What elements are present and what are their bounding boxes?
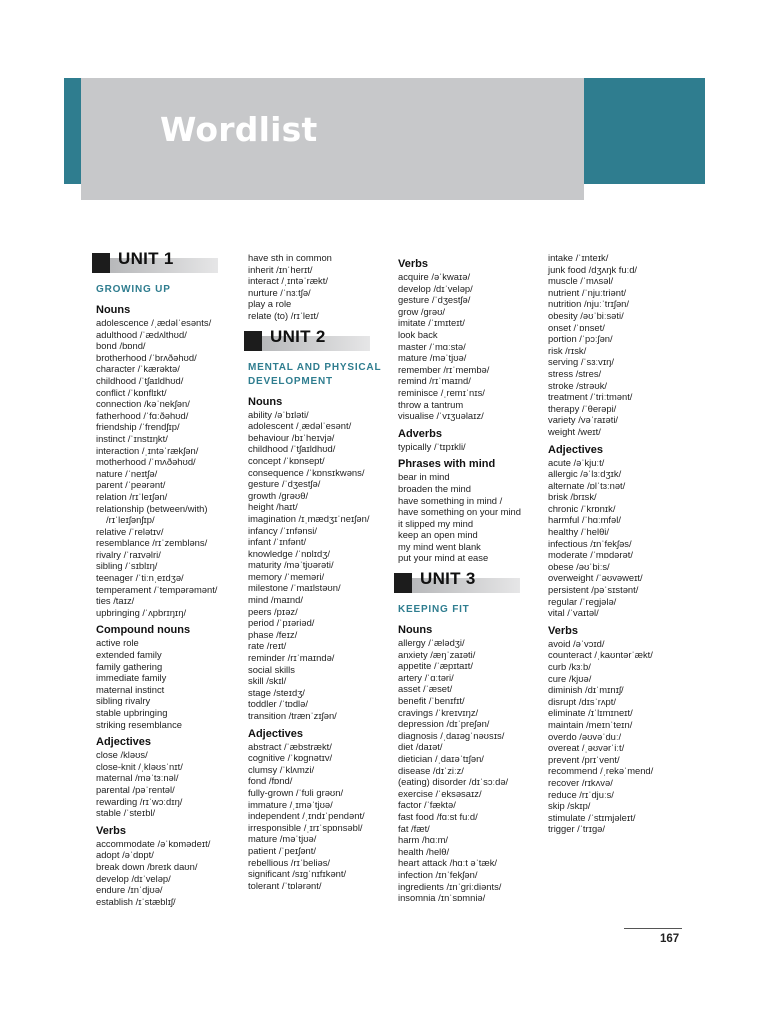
- word-entry: intake /ˈɪnteɪk/: [548, 252, 609, 263]
- word-entry: portion /ˈpɔːʃən/: [548, 333, 613, 345]
- word-entry: keep an open mind: [398, 529, 478, 541]
- word-entry: depression /dɪˈpreʃən/: [398, 718, 490, 730]
- word-entry: counteract /ˌkaʊntərˈækt/: [548, 649, 653, 661]
- word-entry: alternate /ɒlˈtɜːnət/: [548, 479, 626, 491]
- unit-topic: MENTAL AND PHYSICAL DEVELOPMENT: [248, 361, 382, 387]
- word-entry: exercise /ˈeksəsaɪz/: [398, 787, 482, 799]
- word-entry: serving /ˈsɜːvɪŋ/: [548, 356, 614, 368]
- word-entry: relative /ˈrelətɪv/: [96, 525, 164, 537]
- word-entry: factor /ˈfæktə/: [398, 799, 456, 811]
- word-entry: childhood /ˈtʃaɪldhʊd/: [248, 443, 336, 455]
- word-category-heading: Nouns: [248, 395, 283, 408]
- word-entry: inherit /ɪnˈherɪt/: [248, 263, 313, 275]
- word-category-heading: Adverbs: [398, 427, 443, 440]
- word-entry: trigger /ˈtrɪgə/: [548, 823, 606, 835]
- word-entry: stage /steɪdʒ/: [248, 686, 305, 698]
- word-entry: treatment /ˈtriːtmənt/: [548, 391, 633, 403]
- word-entry: vital /ˈvaɪtəl/: [548, 607, 599, 619]
- word-entry: extended family: [96, 649, 162, 661]
- word-entry: healthy /ˈhelθi/: [548, 526, 609, 538]
- word-entry: /rɪˈleɪʃənʃɪp/: [106, 514, 155, 526]
- word-entry: eliminate /ɪˈlɪmɪneɪt/: [548, 707, 633, 719]
- word-entry: period /ˈpɪəriəd/: [248, 617, 315, 629]
- word-entry: master /ˈmɑːstə/: [398, 340, 466, 352]
- word-entry: cravings /ˈkreɪvɪŋz/: [398, 706, 479, 718]
- word-entry: mind /maɪnd/: [248, 594, 303, 606]
- unit-title: UNIT 2: [270, 326, 326, 346]
- word-entry: diet /daɪət/: [398, 741, 443, 753]
- word-category-heading: Verbs: [96, 824, 126, 837]
- word-entry: reminder /rɪˈmaɪndə/: [248, 652, 335, 664]
- word-entry: toddler /ˈtɒdlə/: [248, 698, 308, 710]
- word-entry: break down /breɪk daʊn/: [96, 860, 198, 872]
- word-entry: chronic /ˈkrɒnɪk/: [548, 502, 616, 514]
- word-entry: anxiety /æŋˈzaɪəti/: [398, 648, 476, 660]
- word-entry: acute /əˈkjuːt/: [548, 456, 605, 468]
- word-entry: broaden the mind: [398, 482, 471, 494]
- word-entry: junk food /dʒʌŋk fuːd/: [548, 263, 638, 275]
- word-entry: gesture /ˈdʒestʃə/: [398, 294, 471, 306]
- word-entry: acquire /əˈkwaɪə/: [398, 271, 471, 282]
- word-entry: moderate /ˈmɒdərət/: [548, 549, 633, 561]
- word-entry: resemblance /rɪˈzembləns/: [96, 537, 208, 549]
- word-entry: height /haɪt/: [248, 501, 298, 513]
- word-entry: sibling /ˈsɪblɪŋ/: [96, 560, 158, 572]
- word-entry: friendship /ˈfrendʃɪp/: [96, 421, 180, 433]
- word-entry: significant /sɪgˈnɪfɪkənt/: [248, 868, 347, 880]
- word-entry: nature /ˈneɪtʃə/: [96, 467, 158, 479]
- word-category-heading: Adjectives: [548, 443, 604, 456]
- word-entry: it slipped my mind: [398, 517, 474, 529]
- word-entry: close-knit /ˌkləʊsˈnɪt/: [96, 760, 183, 772]
- word-entry: conflict /ˈkɒnflɪkt/: [96, 386, 167, 398]
- word-entry: (eating) disorder /dɪˈsɔːdə/: [398, 776, 509, 788]
- word-entry: maintain /meɪnˈteɪn/: [548, 718, 633, 730]
- word-entry: close /kləʊs/: [96, 749, 148, 761]
- word-entry: persistent /pəˈsɪstənt/: [548, 584, 639, 596]
- word-entry: skill /skɪl/: [248, 675, 287, 687]
- word-entry: allergy /ˈælədʒi/: [398, 637, 465, 649]
- word-entry: stroke /strəʊk/: [548, 379, 607, 391]
- word-entry: accommodate /əˈkɒmədeɪt/: [96, 837, 211, 849]
- word-entry: nutrition /njuːˈtrɪʃən/: [548, 298, 629, 310]
- word-entry: sibling rivalry: [96, 695, 151, 707]
- word-entry: look back: [398, 328, 438, 340]
- word-entry: overweight /ˈəʊvəweɪt/: [548, 572, 643, 584]
- wordlist-column-2: [248, 252, 388, 891]
- word-entry: parent /ˈpeərənt/: [96, 479, 166, 491]
- word-entry: adulthood /ˈædʌlthʊd/: [96, 328, 187, 340]
- wordlist-column-3: [398, 252, 540, 904]
- unit-marker-square: [244, 331, 262, 351]
- word-entry: disrupt /dɪsˈrʌpt/: [548, 695, 616, 707]
- word-entry: patient /ˈpeɪʃənt/: [248, 844, 316, 856]
- word-entry: maturity /məˈtjʊərəti/: [248, 559, 334, 571]
- word-entry: heart attack /hɑːt əˈtæk/: [398, 857, 498, 869]
- word-entry: rivalry /ˈraɪvəlri/: [96, 548, 161, 560]
- word-entry: maternal /məˈtɜːnəl/: [96, 772, 179, 784]
- word-category-heading: Compound nouns: [96, 624, 191, 637]
- wordlist-column-4: [548, 252, 688, 835]
- word-entry: my mind went blank: [398, 540, 481, 552]
- word-entry: therapy /ˈθerəpi/: [548, 402, 617, 414]
- word-category-heading: Nouns: [398, 624, 433, 637]
- word-entry: visualise /ˈvɪʒuəlaɪz/: [398, 410, 484, 422]
- word-category-heading: Verbs: [398, 258, 428, 270]
- word-entry: stable upbringing: [96, 707, 168, 718]
- word-entry: abstract /ˈæbstrækt/: [248, 740, 332, 752]
- word-entry: appetite /ˈæpɪtaɪt/: [398, 660, 473, 672]
- word-entry: active role: [96, 637, 139, 649]
- word-entry: fast food /fɑːst fuːd/: [398, 810, 478, 822]
- word-entry: teenager /ˈtiːnˌeɪdʒə/: [96, 572, 184, 584]
- word-entry: striking resemblance: [96, 718, 182, 730]
- word-entry: overdo /əʊvəˈduː/: [548, 730, 622, 742]
- word-entry: bond /bɒnd/: [96, 340, 146, 352]
- word-entry: grow /grəʊ/: [398, 305, 446, 317]
- word-entry: relate (to) /rɪˈleɪt/: [248, 309, 319, 321]
- word-entry: variety /vəˈraɪəti/: [548, 414, 619, 426]
- word-entry: character /ˈkærəktə/: [96, 363, 180, 375]
- word-entry: temperament /ˈtempərəmənt/: [96, 583, 218, 595]
- word-entry: knowledge /ˈnɒlɪdʒ/: [248, 547, 330, 559]
- word-entry: asset /ˈæset/: [398, 683, 453, 695]
- word-entry: cure /kjʊə/: [548, 672, 592, 684]
- word-category-heading: Nouns: [96, 304, 131, 316]
- word-entry: diagnosis /ˌdaɪəgˈnəʊsɪs/: [398, 729, 505, 741]
- word-entry: concept /ˈkɒnsept/: [248, 454, 325, 466]
- word-entry: transition /trænˈzɪʃən/: [248, 710, 337, 721]
- unit-heading: [398, 569, 540, 597]
- word-category-heading: Verbs: [548, 624, 578, 637]
- word-entry: childhood /ˈtʃaɪldhʊd/: [96, 374, 184, 386]
- word-entry: peers /pɪəz/: [248, 605, 298, 617]
- word-entry: infection /ɪnˈfekʃən/: [398, 868, 478, 880]
- word-entry: gesture /ˈdʒestʃə/: [248, 478, 321, 490]
- word-entry: reduce /rɪˈdjuːs/: [548, 788, 614, 800]
- word-entry: bear in mind: [398, 471, 450, 483]
- unit-title: UNIT 1: [118, 249, 174, 268]
- unit-heading: [96, 249, 236, 277]
- word-entry: remember /rɪˈmembə/: [398, 363, 490, 375]
- word-entry: growth /grəʊθ/: [248, 489, 309, 501]
- word-entry: typically /ˈtɪpɪkli/: [398, 440, 466, 452]
- word-entry: rewarding /rɪˈwɔːdɪŋ/: [96, 795, 183, 807]
- word-entry: stress /stres/: [548, 367, 602, 379]
- word-category-heading: Phrases with mind: [398, 458, 496, 471]
- word-entry: adopt /əˈdɒpt/: [96, 849, 154, 861]
- word-entry: brisk /brɪsk/: [548, 491, 597, 503]
- word-entry: fat /fæt/: [398, 822, 430, 834]
- word-entry: recover /rɪkʌvə/: [548, 776, 613, 788]
- word-entry: parental /pəˈrentəl/: [96, 783, 175, 795]
- word-entry: phase /feɪz/: [248, 628, 298, 640]
- word-category-heading: Adjectives: [96, 736, 152, 749]
- word-entry: develop /dɪˈveləp/: [96, 872, 171, 884]
- word-entry: mature /məˈtjʊə/: [248, 833, 317, 845]
- word-entry: recommend /ˌrekəˈmend/: [548, 765, 654, 777]
- word-entry: rebellious /rɪˈbeliəs/: [248, 856, 331, 868]
- word-entry: harmful /ˈhɑːmfəl/: [548, 514, 621, 526]
- word-entry: mature /məˈtjʊə/: [398, 352, 467, 364]
- footer-rule: [624, 928, 682, 929]
- word-entry: consequence /ˈkɒnsɪkwəns/: [248, 466, 365, 478]
- word-entry: interaction /ˌɪntəˈrækʃən/: [96, 444, 199, 456]
- word-entry: relation /rɪˈleɪʃən/: [96, 490, 168, 502]
- word-entry: benefit /ˈbenɪfɪt/: [398, 695, 465, 707]
- word-entry: onset /ˈɒnset/: [548, 321, 605, 333]
- word-entry: ties /taɪz/: [96, 595, 135, 607]
- word-entry: imitate /ˈɪmɪteɪt/: [398, 317, 465, 329]
- word-entry: nutrient /ˈnjuːtriənt/: [548, 286, 627, 298]
- word-entry: obesity /əʊˈbiːsəti/: [548, 309, 624, 321]
- word-entry: fatherhood /ˈfɑːðəhʊd/: [96, 409, 189, 421]
- word-entry: artery /ˈɑːtəri/: [398, 671, 454, 683]
- word-entry: connection /kəˈnekʃən/: [96, 398, 190, 410]
- word-entry: fully-grown /ˈfʊli grəʊn/: [248, 786, 344, 798]
- word-entry: avoid /əˈvɔɪd/: [548, 637, 605, 649]
- word-entry: put your mind at ease: [398, 552, 489, 564]
- word-entry: instinct /ˈɪnstɪŋkt/: [96, 432, 168, 444]
- unit-heading: [248, 326, 388, 355]
- word-entry: infant /ˈɪnfənt/: [248, 536, 307, 548]
- word-entry: brotherhood /ˈbrʌðəhʊd/: [96, 351, 197, 363]
- word-entry: maternal instinct: [96, 683, 165, 695]
- word-entry: adolescent /ˌædəlˈesənt/: [248, 420, 352, 432]
- word-entry: family gathering: [96, 660, 163, 672]
- page-title: Wordlist: [160, 110, 318, 149]
- word-entry: weight /weɪt/: [548, 425, 601, 437]
- word-entry: clumsy /ˈklʌmzi/: [248, 763, 315, 775]
- unit-topic: KEEPING FIT: [398, 604, 470, 616]
- word-entry: infectious /ɪnˈfekʃəs/: [548, 537, 632, 549]
- word-entry: health /helθ/: [398, 845, 450, 857]
- word-entry: dietician /ˌdaɪəˈtɪʃən/: [398, 753, 484, 764]
- word-entry: allergic /əˈlɜːdʒɪk/: [548, 468, 622, 480]
- word-entry: insomnia /ɪnˈsɒmniə/: [398, 892, 486, 904]
- word-entry: overeat /ˌəʊvərˈiːt/: [548, 742, 625, 754]
- word-entry: throw a tantrum: [398, 398, 464, 410]
- word-entry: irresponsible /ˌɪrɪˈspɒnsəbl/: [248, 821, 363, 833]
- unit-topic: GROWING UP: [96, 284, 171, 295]
- word-entry: have something on your mind: [398, 506, 521, 518]
- word-entry: have sth in common: [248, 252, 332, 263]
- word-entry: ingredients /ɪnˈgriːdiənts/: [398, 880, 502, 892]
- word-entry: disease /dɪˈziːz/: [398, 764, 464, 776]
- word-entry: adolescence /ˌædəlˈesənts/: [96, 317, 212, 328]
- unit-marker-square: [394, 573, 412, 593]
- word-entry: stimulate /ˈstɪmjəleɪt/: [548, 811, 636, 823]
- word-entry: fond /fɒnd/: [248, 775, 293, 787]
- word-entry: behaviour /bɪˈheɪvjə/: [248, 431, 335, 443]
- word-entry: harm /hɑːm/: [398, 834, 449, 846]
- word-entry: interact /ˌɪntəˈrækt/: [248, 275, 328, 287]
- word-entry: ability /əˈbɪləti/: [248, 408, 309, 420]
- word-entry: remind /rɪˈmaɪnd/: [398, 375, 471, 387]
- word-entry: rate /reɪt/: [248, 640, 287, 652]
- page-number: 167: [660, 933, 680, 945]
- word-entry: social skills: [248, 663, 295, 675]
- word-entry: develop /dɪˈveləp/: [398, 282, 473, 294]
- word-entry: curb /kɜːb/: [548, 661, 591, 672]
- word-entry: cognitive /ˈkɒgnətɪv/: [248, 752, 333, 764]
- word-entry: obese /əʊˈbiːs/: [548, 560, 610, 572]
- word-entry: upbringing /ˈʌpbrɪŋɪŋ/: [96, 606, 187, 618]
- word-entry: immature /ˌɪməˈtjʊə/: [248, 798, 333, 810]
- word-entry: immediate family: [96, 672, 167, 684]
- word-entry: play a role: [248, 298, 292, 310]
- word-entry: independent /ˌɪndɪˈpendənt/: [248, 810, 365, 822]
- word-entry: reminisce /ˌremɪˈnɪs/: [398, 386, 485, 398]
- word-entry: infancy /ˈɪnfənsi/: [248, 524, 317, 536]
- unit-marker-square: [92, 253, 110, 273]
- word-entry: memory /ˈmeməri/: [248, 570, 325, 582]
- word-entry: prevent /prɪˈvent/: [548, 753, 620, 765]
- word-entry: muscle /ˈmʌsəl/: [548, 275, 614, 287]
- word-entry: endure /ɪnˈdjʊə/: [96, 884, 163, 896]
- word-entry: nurture /ˈnɜːtʃə/: [248, 286, 311, 298]
- wordlist-column-1: [96, 249, 236, 907]
- word-entry: diminish /dɪˈmɪnɪʃ/: [548, 684, 624, 696]
- word-entry: regular /ˈregjələ/: [548, 595, 617, 607]
- word-entry: establish /ɪˈstæblɪʃ/: [96, 895, 176, 907]
- unit-title: UNIT 3: [420, 569, 476, 589]
- word-entry: motherhood /ˈmʌðəhʊd/: [96, 456, 196, 468]
- word-category-heading: Adjectives: [248, 727, 304, 740]
- word-entry: relationship (between/with): [96, 502, 208, 514]
- word-entry: imagination /ɪˌmædʒɪˈneɪʃən/: [248, 512, 370, 524]
- word-entry: have something in mind /: [398, 494, 503, 506]
- word-entry: skip /skɪp/: [548, 800, 591, 812]
- header-grey-band: [81, 78, 584, 200]
- word-entry: risk /rɪsk/: [548, 344, 587, 356]
- word-entry: milestone /ˈmaɪlstəʊn/: [248, 582, 341, 594]
- word-entry: stable /ˈsteɪbl/: [96, 807, 156, 819]
- word-entry: tolerant /ˈtɒlərənt/: [248, 879, 322, 891]
